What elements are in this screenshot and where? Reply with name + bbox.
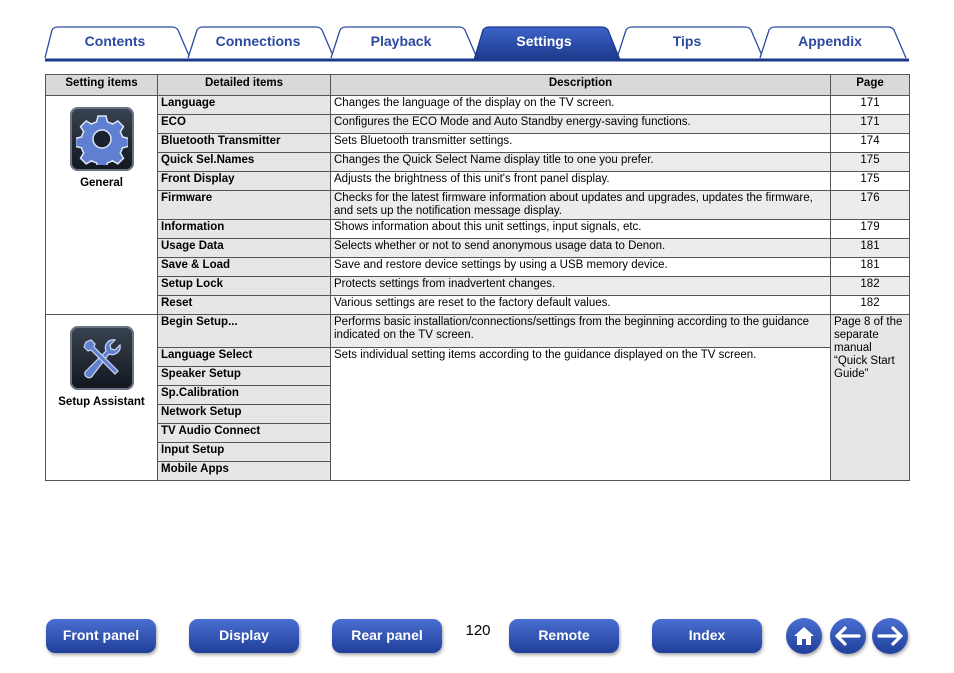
desc-setup-lock: Protects settings from inadvertent changes. (331, 277, 831, 296)
desc-eco: Configures the ECO Mode and Auto Standby energy-saving functions. (331, 115, 831, 134)
item-tv-audio-connect[interactable]: TV Audio Connect (158, 424, 331, 443)
desc-save-load: Save and restore device settings by using a USB memory device. (331, 258, 831, 277)
front-panel-button[interactable]: Front panel (46, 619, 156, 653)
index-button[interactable]: Index (652, 619, 762, 653)
desc-information: Shows information about this unit settings, input signals, etc. (331, 220, 831, 239)
group-general[interactable] (46, 96, 158, 315)
item-language[interactable]: Language (158, 96, 331, 115)
forward-button[interactable] (872, 618, 908, 654)
display-button[interactable]: Display (189, 619, 299, 653)
table-row (46, 348, 910, 367)
table-row (46, 239, 910, 258)
item-usage-data[interactable]: Usage Data (158, 239, 331, 258)
desc-usage-data: Selects whether or not to send anonymous usage data to Denon. (331, 239, 831, 258)
table-header-row (46, 75, 910, 96)
remote-button[interactable]: Remote (509, 619, 619, 653)
arrow-right-icon (877, 626, 903, 646)
item-begin-setup[interactable]: Begin Setup... (158, 315, 331, 348)
item-eco[interactable]: ECO (158, 115, 331, 134)
page-quick-sel-names[interactable]: 175 (831, 153, 910, 172)
tab-contents[interactable]: Contents (84, 33, 146, 49)
home-icon (792, 625, 816, 647)
tab-appendix[interactable]: Appendix (798, 33, 862, 49)
table-row (46, 96, 910, 115)
item-language-select[interactable]: Language Select (158, 348, 331, 367)
arrow-left-icon (835, 626, 861, 646)
table-row (46, 134, 910, 153)
table-row (46, 277, 910, 296)
back-button[interactable] (830, 618, 866, 654)
desc-begin-setup: Performs basic installation/connections/settings from the beginning according to the guidance indicated on the TV screen. (331, 315, 831, 348)
desc-language: Changes the language of the display on the TV screen. (331, 96, 831, 115)
group-setup-assistant[interactable] (46, 315, 158, 481)
header-description: Description (331, 75, 831, 96)
item-network-setup[interactable]: Network Setup (158, 405, 331, 424)
page-firmware[interactable]: 176 (831, 191, 910, 220)
desc-bluetooth-transmitter: Sets Bluetooth transmitter settings. (331, 134, 831, 153)
tab-bar-graphics (0, 0, 954, 62)
desc-setup-assistant-items: Sets individual setting items according to the guidance displayed on the TV screen. (331, 348, 831, 481)
desc-front-display: Adjusts the brightness of this unit's front panel display. (331, 172, 831, 191)
item-front-display[interactable]: Front Display (158, 172, 331, 191)
page-usage-data[interactable]: 181 (831, 239, 910, 258)
desc-quick-sel-names: Changes the Quick Select Name display title to one you prefer. (331, 153, 831, 172)
item-mobile-apps[interactable]: Mobile Apps (158, 462, 331, 481)
page-language[interactable]: 171 (831, 96, 910, 115)
table-row (46, 191, 910, 220)
item-reset[interactable]: Reset (158, 296, 331, 315)
settings-table (45, 74, 910, 481)
header-setting-items: Setting items (46, 75, 158, 96)
page-number: 120 (465, 622, 491, 639)
page-bluetooth-transmitter[interactable]: 174 (831, 134, 910, 153)
item-sp-calibration[interactable]: Sp.Calibration (158, 386, 331, 405)
gear-icon (70, 107, 134, 171)
group-setup-assistant-label: Setup Assistant (58, 396, 145, 408)
rear-panel-button[interactable]: Rear panel (332, 619, 442, 653)
desc-firmware: Checks for the latest firmware information about updates and upgrades, updates the firmware, and sets up the notification message display. (331, 191, 831, 220)
tools-icon (70, 326, 134, 390)
tab-connections[interactable]: Connections (215, 33, 301, 49)
page-front-display[interactable]: 175 (831, 172, 910, 191)
desc-reset: Various settings are reset to the factory default values. (331, 296, 831, 315)
page-save-load[interactable]: 181 (831, 258, 910, 277)
group-general-label: General (80, 177, 123, 189)
tab-bar (0, 0, 954, 62)
item-input-setup[interactable]: Input Setup (158, 443, 331, 462)
item-bluetooth-transmitter[interactable]: Bluetooth Transmitter (158, 134, 331, 153)
header-page: Page (831, 75, 910, 96)
page-eco[interactable]: 171 (831, 115, 910, 134)
page-quick-start-guide[interactable]: Page 8 of the separate manual “Quick Start Guide” (831, 315, 910, 481)
item-setup-lock[interactable]: Setup Lock (158, 277, 331, 296)
table-row (46, 172, 910, 191)
table-row (46, 258, 910, 277)
page-information[interactable]: 179 (831, 220, 910, 239)
tab-tips[interactable]: Tips (672, 33, 702, 49)
tab-playback[interactable]: Playback (370, 33, 432, 49)
page-setup-lock[interactable]: 182 (831, 277, 910, 296)
item-information[interactable]: Information (158, 220, 331, 239)
table-row (46, 115, 910, 134)
item-quick-sel-names[interactable]: Quick Sel.Names (158, 153, 331, 172)
table-row (46, 220, 910, 239)
header-detailed-items: Detailed items (158, 75, 331, 96)
item-save-load[interactable]: Save & Load (158, 258, 331, 277)
tab-settings[interactable]: Settings (516, 33, 572, 49)
item-speaker-setup[interactable]: Speaker Setup (158, 367, 331, 386)
page-reset[interactable]: 182 (831, 296, 910, 315)
home-button[interactable] (786, 618, 822, 654)
table-row (46, 296, 910, 315)
table-row (46, 153, 910, 172)
item-firmware[interactable]: Firmware (158, 191, 331, 220)
table-row (46, 315, 910, 348)
